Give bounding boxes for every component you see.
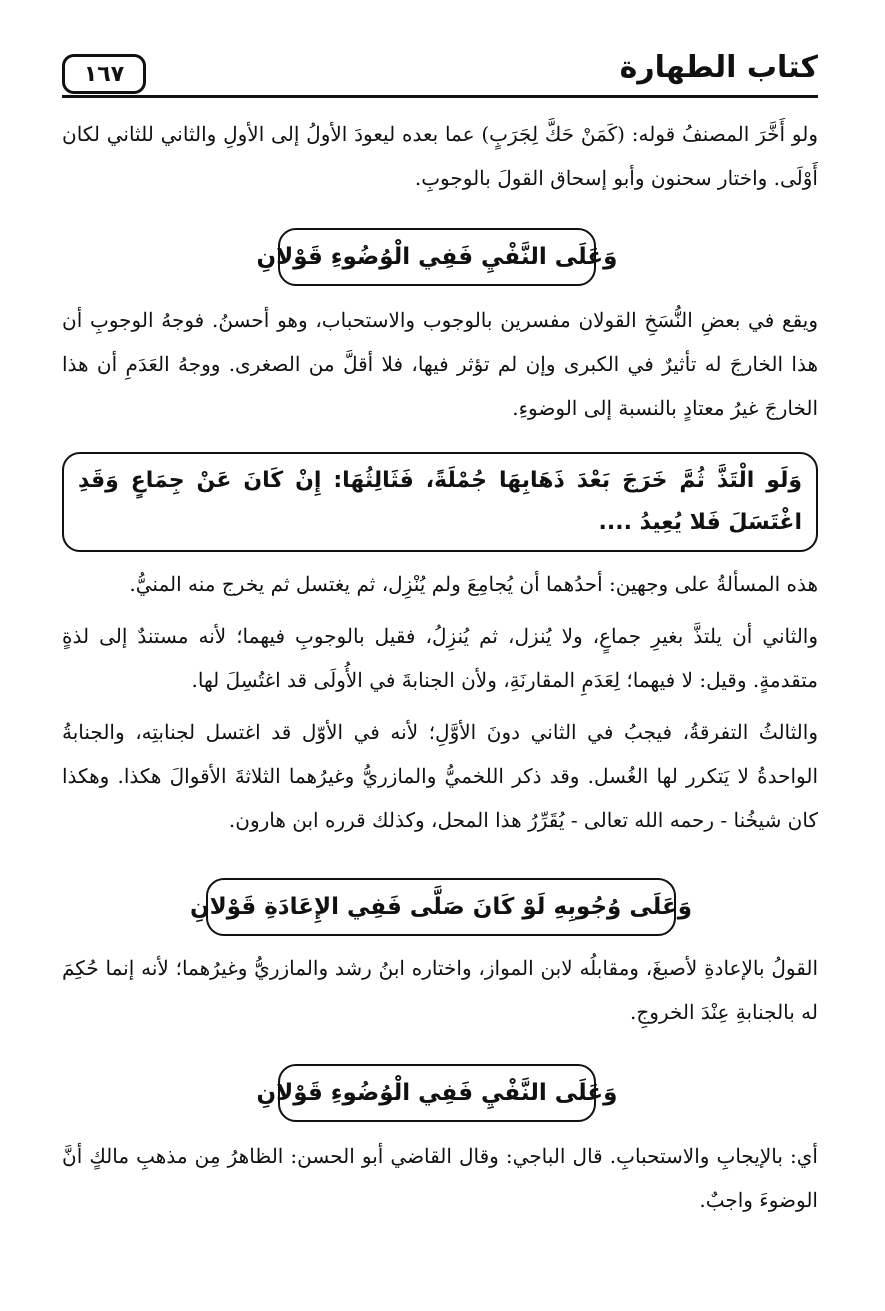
book-title: كتاب الطهارة xyxy=(619,50,818,85)
paragraph-7: أي: بالإيجابِ والاستحبابِ. قال الباجي: وقال القاضي أبو الحسن: الظاهرُ مِن مذهبِ مالكٍ أنَّ الوضوءَ واجبٌ. xyxy=(62,1144,818,1212)
paragraph-3: هذه المسألةُ على وجهين: أحدُهما أن يُجامِعَ ولم يُنْزِل، ثم يغتسل ثم يخرج منه المنيُّ. xyxy=(129,572,818,596)
paragraph-4: والثاني أن يلتذَّ بغيرِ جماعٍ، ولا يُنزل، ثم يُنزِلُ، فقيل بالوجوبِ فيهما؛ لأنه مستندٌ إلى لذةٍ متقدمةٍ. وقيل: لا فيهما؛ لِعَدَمِ المقارنَةِ، ولأن الجنابةَ في الأُولَى قد اغتُسِلَ لها. xyxy=(62,624,818,692)
paragraph-6: القولُ بالإعادةِ لأصبغَ، ومقابلُه لابن المواز، واختاره ابنُ رشد والمازريُّ وغيرُهما؛ لأنه إنما حُكِمَ له بالجنابةِ عِنْدَ الخروجِ. xyxy=(62,956,818,1024)
section-heading-2: وَعَلَى وُجُوبِهِ لَوْ كَانَ صَلَّى فَفِي الإِعَادَةِ قَوْلانِ xyxy=(206,878,676,936)
section-heading-3: وَعَلَى النَّفْيِ فَفِي الْوُضُوءِ قَوْلانِ xyxy=(278,1064,596,1122)
paragraph-1: ولو أَخَّرَ المصنفُ قوله: (كَمَنْ حَكَّ لِجَرَبٍ) عما بعده ليعودَ الأولُ إلى الأولِ والثاني للثاني لكان أَوْلَى. واختار سحنون وأبو إسحاق القولَ بالوجوبِ. xyxy=(62,122,818,190)
section-heading-1: وَعَلَى النَّفْيِ فَفِي الْوُضُوءِ قَوْلانِ xyxy=(278,228,596,286)
header-divider xyxy=(62,95,818,98)
page-header xyxy=(62,46,818,98)
paragraph-2: ويقع في بعضِ النُّسَخِ القولان مفسرين بالوجوب والاستحباب، وهو أحسنُ. فوجهُ الوجوبِ أن هذا الخارجَ له تأثيرٌ في الكبرى وإن لم تؤثر فيها، فلا أقلَّ من الصغرى. ووجهُ العَدَمِ أن هذا الخارجَ غيرُ معتادٍ بالنسبة إلى الوضوءِ. xyxy=(62,308,818,420)
matn-box: وَلَو الْتَذَّ ثُمَّ خَرَجَ بَعْدَ ذَهَابِهَا جُمْلَةً، فَثَالِثُهَا: إِنْ كَانَ عَنْ جِمَاعٍ وَقَدِ اغْتَسَلَ فَلا يُعِيدُ .... xyxy=(62,452,818,552)
paragraph-5: والثالثُ التفرقةُ، فيجبُ في الثاني دونَ الأوَّلِ؛ لأنه في الأوّل قد اغتسل لجنابتِه، والجنابةُ الواحدةُ لا يَتكرر لها الغُسل. وقد ذكر اللخميُّ والمازريُّ وغيرُهما الثلاثةَ الأقوالَ هكذا. وهكذا كان شيخُنا - رحمه الله تعالى - يُقَرِّرُ هذا المحل، وكذلك قرره ابن هارون. xyxy=(62,720,818,832)
page-number: ١٦٧ xyxy=(62,54,146,94)
